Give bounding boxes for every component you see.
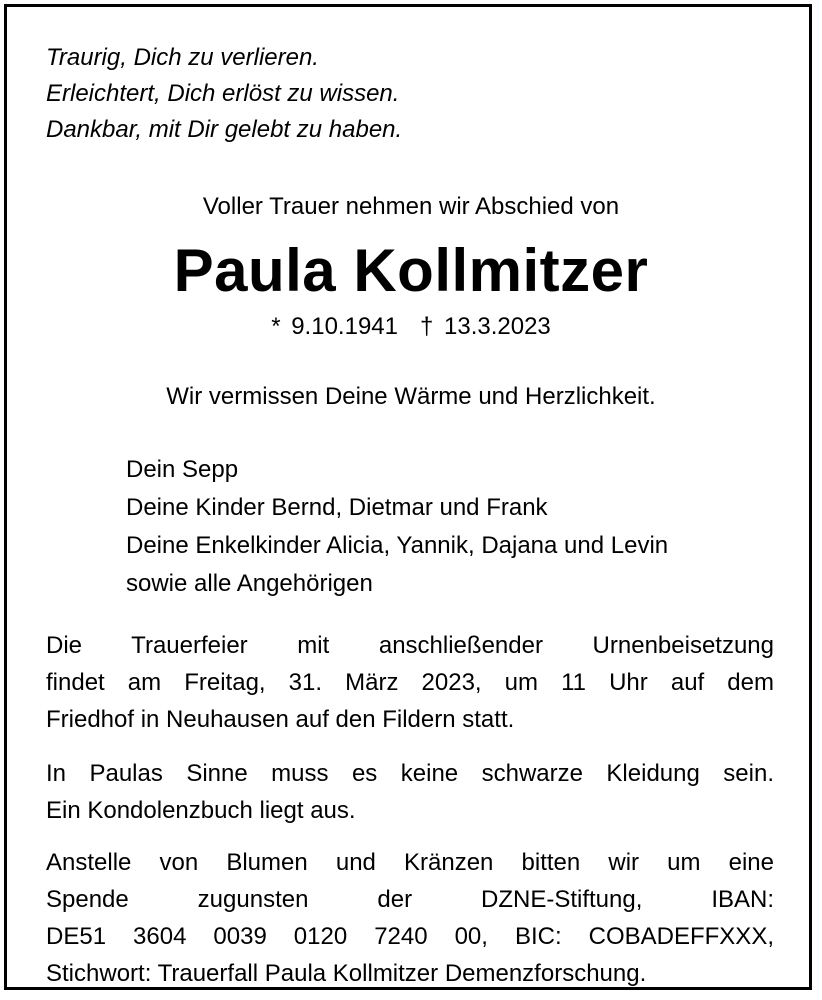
mourner-line: Deine Kinder Bernd, Dietmar und Frank: [126, 494, 548, 521]
poem-line: Dankbar, mit Dir gelebt zu haben.: [46, 116, 403, 143]
mourner-line: Deine Enkelkinder Alicia, Yannik, Dajana und Levin: [126, 532, 669, 559]
tribute-line: Wir vermissen Deine Wärme und Herzlichkeit.: [166, 383, 656, 410]
life-dates: [0, 313, 822, 341]
poem-verse: [46, 40, 402, 148]
paragraph-line: Stichwort: Trauerfall Paula Kollmitzer Demenzforschung.: [46, 960, 647, 987]
dress-code-paragraph: [46, 755, 774, 829]
paragraph-line: Die Trauerfeier mit anschließender Urnenbeisetzung: [46, 632, 774, 659]
deceased-name: Paula Kollmitzer: [173, 237, 649, 304]
paragraph-line: Ein Kondolenzbuch liegt aus.: [46, 797, 356, 824]
poem-line: Erleichtert, Dich erlöst zu wissen.: [46, 80, 400, 107]
paragraph-line: Anstelle von Blumen und Kränzen bitten wir um eine: [46, 849, 774, 876]
birth-date: * 9.10.1941: [271, 313, 398, 340]
donation-paragraph: [46, 844, 774, 992]
paragraph-line: DE51 3604 0039 0120 7240 00, BIC: COBADEFFXXX,: [46, 923, 774, 950]
paragraph-line: Spende zugunsten der DZNE-Stiftung, IBAN:: [46, 886, 774, 913]
paragraph-line: Friedhof in Neuhausen auf den Fildern statt.: [46, 706, 515, 733]
death-date: † 13.3.2023: [419, 313, 551, 340]
funeral-info-paragraph: [46, 627, 774, 738]
intro-line: Voller Trauer nehmen wir Abschied von: [202, 193, 620, 220]
paragraph-line: findet am Freitag, 31. März 2023, um 11 Uhr auf dem: [46, 669, 774, 696]
mourner-line: sowie alle Angehörigen: [126, 570, 373, 597]
poem-line: Traurig, Dich zu verlieren.: [46, 44, 319, 71]
paragraph-line: In Paulas Sinne muss es keine schwarze Kleidung sein.: [46, 760, 774, 787]
mourners-list: [126, 451, 668, 603]
mourner-line: Dein Sepp: [126, 456, 239, 483]
